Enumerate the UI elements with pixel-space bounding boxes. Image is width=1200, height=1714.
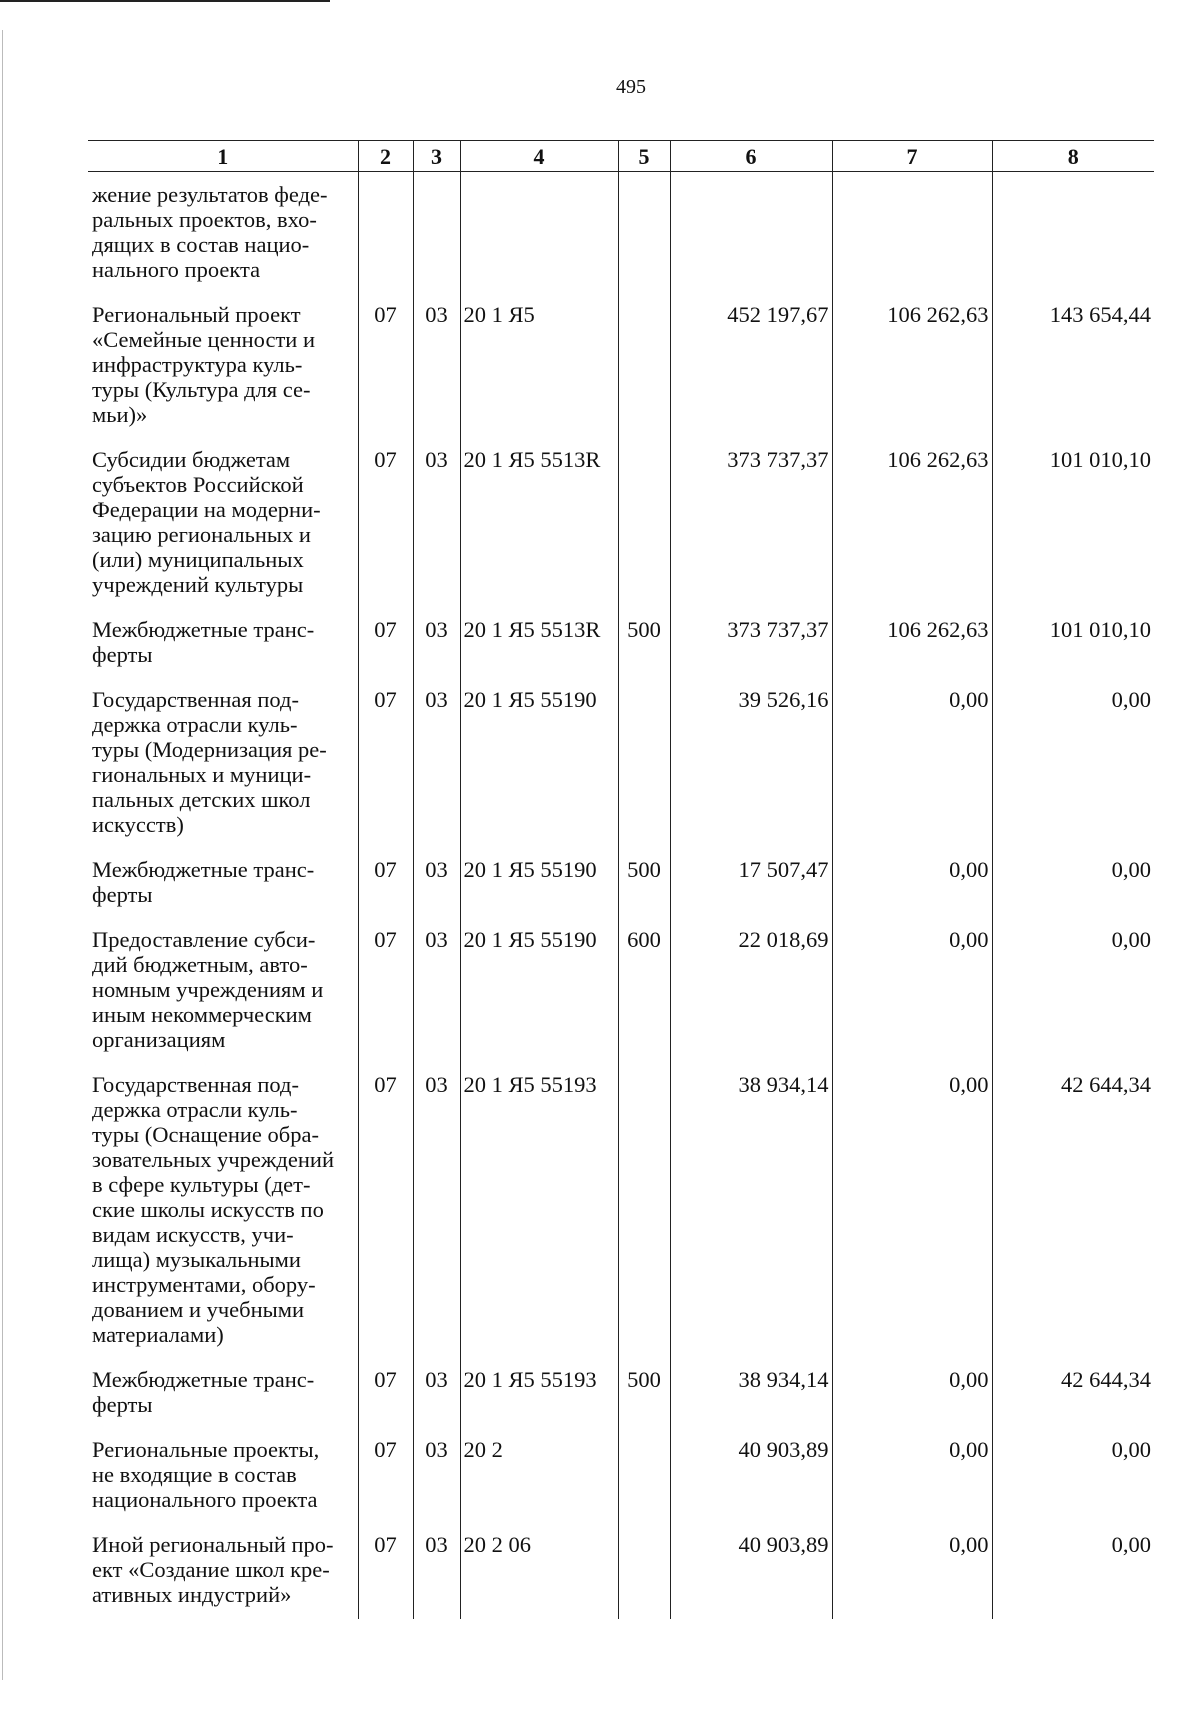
row-amount-year-1: 17 507,47 <box>670 849 832 919</box>
row-subsection: 03 <box>413 1064 460 1359</box>
row-amount-year-1: 22 018,69 <box>670 919 832 1064</box>
column-header-1: 1 <box>88 141 358 172</box>
table-row <box>88 172 1154 295</box>
row-amount-year-3: 143 654,44 <box>992 294 1154 439</box>
row-subsection: 03 <box>413 609 460 679</box>
row-subsection: 03 <box>413 679 460 849</box>
row-expense-type: 500 <box>618 1359 670 1429</box>
row-target-article: 20 1 Я5 <box>460 294 618 439</box>
row-amount-year-1: 40 903,89 <box>670 1524 832 1619</box>
row-target-article: 20 2 <box>460 1429 618 1524</box>
row-name-text: Предоставление субси- дий бюджетным, авто- номным учреждениям и иным некоммерческим организациям <box>92 927 324 1052</box>
row-section <box>358 172 413 295</box>
row-name <box>88 609 358 679</box>
row-amount-year-1: 40 903,89 <box>670 1429 832 1524</box>
row-name-text: Государственная под- держка отрасли куль- туры (Модернизация ре- гиональных и муници- пальных детских школ искусств) <box>92 687 327 837</box>
row-amount-year-1: 38 934,14 <box>670 1064 832 1359</box>
column-header-8: 8 <box>992 141 1154 172</box>
row-subsection: 03 <box>413 294 460 439</box>
row-amount-year-2 <box>832 172 992 295</box>
row-target-article: 20 1 Я5 5513R <box>460 439 618 609</box>
row-amount-year-2: 106 262,63 <box>832 439 992 609</box>
row-expense-type <box>618 172 670 295</box>
row-subsection: 03 <box>413 439 460 609</box>
row-target-article: 20 1 Я5 55193 <box>460 1064 618 1359</box>
row-name-text: Межбюджетные транс- ферты <box>92 1367 315 1417</box>
row-amount-year-2: 0,00 <box>832 849 992 919</box>
row-name <box>88 439 358 609</box>
row-target-article: 20 1 Я5 55190 <box>460 679 618 849</box>
row-target-article: 20 1 Я5 55190 <box>460 849 618 919</box>
row-expense-type <box>618 439 670 609</box>
table-row <box>88 439 1154 609</box>
row-section: 07 <box>358 1524 413 1619</box>
row-subsection: 03 <box>413 919 460 1064</box>
row-name-text: Региональные проекты, не входящие в состав национального проекта <box>92 1437 320 1512</box>
table-row <box>88 1064 1154 1359</box>
row-amount-year-2: 106 262,63 <box>832 609 992 679</box>
table-row <box>88 609 1154 679</box>
table-row <box>88 1524 1154 1619</box>
row-subsection: 03 <box>413 1524 460 1619</box>
table-row <box>88 294 1154 439</box>
row-name-text: Межбюджетные транс- ферты <box>92 857 315 907</box>
column-header-2: 2 <box>358 141 413 172</box>
table-row <box>88 919 1154 1064</box>
row-expense-type: 600 <box>618 919 670 1064</box>
row-name-text: Межбюджетные транс- ферты <box>92 617 315 667</box>
column-header-5: 5 <box>618 141 670 172</box>
table-body <box>88 172 1154 1620</box>
row-subsection: 03 <box>413 849 460 919</box>
row-amount-year-3: 0,00 <box>992 679 1154 849</box>
row-section: 07 <box>358 849 413 919</box>
row-name-text: Государственная под- держка отрасли куль- туры (Оснащение обра- зовательных учреждений в сфере культуры (дет- ские школы искусств по видам искусств, учи- лища) музыкальными инструментами, обору- дованием и учебными материалами) <box>92 1072 334 1347</box>
row-section: 07 <box>358 294 413 439</box>
row-amount-year-3: 42 644,34 <box>992 1359 1154 1429</box>
row-section: 07 <box>358 1429 413 1524</box>
column-header-4: 4 <box>460 141 618 172</box>
row-amount-year-1: 39 526,16 <box>670 679 832 849</box>
row-section: 07 <box>358 1359 413 1429</box>
row-name-text: Региональный проект «Семейные ценности и инфраструктура куль- туры (Культура для се- мьи)» <box>92 302 316 427</box>
row-name-text: жение результатов феде- ральных проектов, вхо- дящих в состав нацио- нального проекта <box>92 182 328 282</box>
row-target-article: 20 1 Я5 55193 <box>460 1359 618 1429</box>
row-section: 07 <box>358 439 413 609</box>
row-name <box>88 919 358 1064</box>
row-name-text: Иной региональный про- ект «Создание школ кре- ативных индустрий» <box>92 1532 334 1607</box>
row-section: 07 <box>358 1064 413 1359</box>
row-amount-year-2: 0,00 <box>832 1429 992 1524</box>
row-amount-year-1: 373 737,37 <box>670 439 832 609</box>
row-subsection: 03 <box>413 1359 460 1429</box>
row-name <box>88 1064 358 1359</box>
column-header-7: 7 <box>832 141 992 172</box>
row-amount-year-1 <box>670 172 832 295</box>
row-amount-year-3: 101 010,10 <box>992 439 1154 609</box>
row-amount-year-1: 373 737,37 <box>670 609 832 679</box>
row-amount-year-2: 0,00 <box>832 1359 992 1429</box>
budget-table <box>88 140 1154 1619</box>
top-rule <box>0 0 330 2</box>
row-expense-type <box>618 1524 670 1619</box>
row-amount-year-2: 0,00 <box>832 1064 992 1359</box>
row-name <box>88 1429 358 1524</box>
row-name <box>88 172 358 295</box>
page-edge <box>2 30 3 1680</box>
row-expense-type <box>618 1429 670 1524</box>
row-target-article: 20 1 Я5 5513R <box>460 609 618 679</box>
page-number: 495 <box>616 76 646 98</box>
row-amount-year-3: 0,00 <box>992 1429 1154 1524</box>
column-header-6: 6 <box>670 141 832 172</box>
row-amount-year-2: 0,00 <box>832 679 992 849</box>
row-name <box>88 849 358 919</box>
header-row <box>88 141 1154 172</box>
row-section: 07 <box>358 919 413 1064</box>
row-target-article: 20 1 Я5 55190 <box>460 919 618 1064</box>
row-section: 07 <box>358 609 413 679</box>
row-amount-year-3: 0,00 <box>992 849 1154 919</box>
row-subsection: 03 <box>413 1429 460 1524</box>
row-expense-type <box>618 1064 670 1359</box>
row-section: 07 <box>358 679 413 849</box>
row-expense-type <box>618 679 670 849</box>
row-target-article <box>460 172 618 295</box>
row-target-article: 20 2 06 <box>460 1524 618 1619</box>
table-row <box>88 849 1154 919</box>
row-amount-year-1: 452 197,67 <box>670 294 832 439</box>
table-header <box>88 141 1154 172</box>
row-amount-year-3 <box>992 172 1154 295</box>
row-amount-year-2: 0,00 <box>832 1524 992 1619</box>
row-name <box>88 679 358 849</box>
row-amount-year-3: 0,00 <box>992 1524 1154 1619</box>
row-name <box>88 1524 358 1619</box>
row-amount-year-1: 38 934,14 <box>670 1359 832 1429</box>
row-amount-year-3: 101 010,10 <box>992 609 1154 679</box>
row-name <box>88 294 358 439</box>
row-amount-year-3: 0,00 <box>992 919 1154 1064</box>
row-expense-type: 500 <box>618 849 670 919</box>
row-name-text: Субсидии бюджетам субъектов Российской Федерации на модерни- зацию региональных и (или) муниципальных учреждений культуры <box>92 447 321 597</box>
row-name <box>88 1359 358 1429</box>
column-header-3: 3 <box>413 141 460 172</box>
table-row <box>88 1359 1154 1429</box>
row-amount-year-3: 42 644,34 <box>992 1064 1154 1359</box>
row-amount-year-2: 0,00 <box>832 919 992 1064</box>
table-row <box>88 679 1154 849</box>
row-amount-year-2: 106 262,63 <box>832 294 992 439</box>
row-expense-type <box>618 294 670 439</box>
table-row <box>88 1429 1154 1524</box>
row-expense-type: 500 <box>618 609 670 679</box>
row-subsection <box>413 172 460 295</box>
